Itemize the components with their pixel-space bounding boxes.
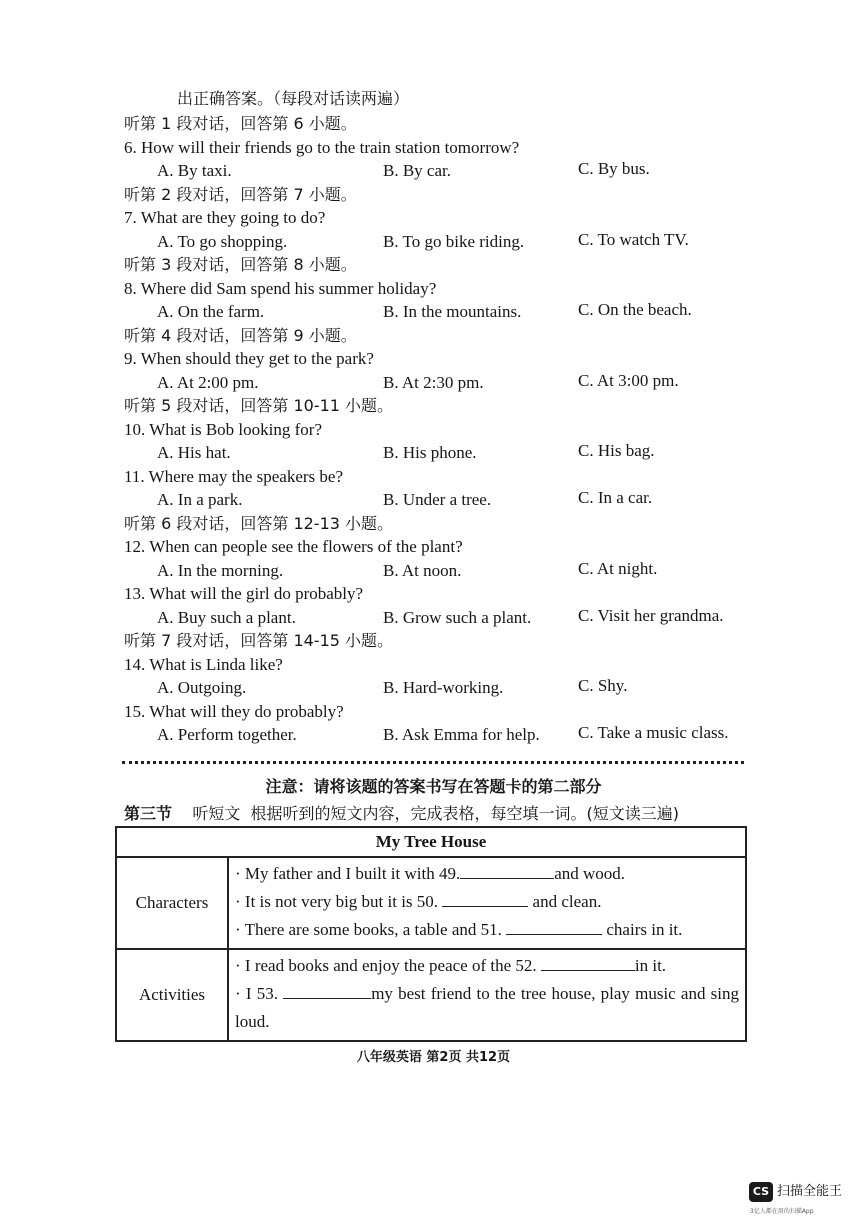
row-label-activities: Activities [116, 949, 228, 1041]
table-row-activities [116, 949, 746, 1041]
answer-option-c[interactable]: C. Take a music class. [578, 723, 729, 742]
answer-option-a[interactable]: A. Outgoing. [157, 678, 247, 697]
tree-house-table [115, 826, 747, 1042]
answer-option-c[interactable]: C. To watch TV. [578, 230, 689, 249]
answer-option-a[interactable]: A. By taxi. [157, 161, 232, 180]
answer-blank-53[interactable] [283, 982, 371, 999]
question-stem: 9. When should they get to the park? [124, 349, 374, 368]
answer-option-c[interactable]: C. In a car. [578, 488, 653, 507]
row-label-characters: Characters [116, 857, 228, 949]
answer-option-c[interactable]: C. At night. [578, 559, 658, 578]
blank-line-50: · It is not very big but it is 50. and clean. [235, 892, 602, 911]
answer-option-c[interactable]: C. By bus. [578, 159, 650, 178]
answer-blank-52[interactable] [541, 954, 635, 971]
scanner-watermark [749, 1180, 859, 1220]
intro-line: 出正确答案。（每段对话读两遍） [177, 89, 410, 108]
answer-option-b[interactable]: B. His phone. [383, 443, 477, 462]
answer-option-b[interactable]: B. To go bike riding. [383, 232, 525, 251]
answer-option-a[interactable]: A. Buy such a plant. [157, 608, 296, 627]
answer-option-b[interactable]: B. Grow such a plant. [383, 608, 532, 627]
answer-blank-49[interactable] [460, 862, 554, 879]
row-content-activities [228, 949, 746, 1041]
answer-option-a[interactable]: A. In the morning. [157, 561, 284, 580]
blank-line-52: · I read books and enjoy the peace of the 52. in it. [235, 956, 667, 975]
answer-blank-50[interactable] [442, 890, 528, 907]
section-heading [124, 803, 679, 825]
answer-option-c[interactable]: C. Shy. [578, 676, 628, 695]
watermark-subtitle: 3亿人都在用的扫描App [750, 1208, 814, 1215]
section-label: 第三节 [124, 804, 173, 823]
answer-option-c[interactable]: C. On the beach. [578, 300, 692, 319]
question-stem: 15. What will they do probably? [124, 702, 344, 721]
dotted-divider [122, 761, 744, 764]
question-stem: 6. How will their friends go to the train station tomorrow? [124, 138, 520, 157]
blank-line-53: · I 53. my best friend to the tree house, play music and sing loud. [235, 984, 740, 1031]
answer-option-c[interactable]: C. At 3:00 pm. [578, 371, 679, 390]
answer-option-c[interactable]: C. Visit her grandma. [578, 606, 724, 625]
question-stem: 13. What will the girl do probably? [124, 584, 364, 603]
answer-option-a[interactable]: A. At 2:00 pm. [157, 373, 259, 392]
blank-line-51: · There are some books, a table and 51. chairs in it. [235, 920, 683, 939]
section-name: 听短文 [192, 804, 241, 823]
answer-option-b[interactable]: B. By car. [383, 161, 451, 180]
answer-option-c[interactable]: C. His bag. [578, 441, 655, 460]
dialogue-header: 听第 1 段对话，回答第 6 小题。 [124, 114, 357, 133]
dialogue-header: 听第 3 段对话，回答第 8 小题。 [124, 255, 357, 274]
answer-option-b[interactable]: B. In the mountains. [383, 302, 522, 321]
camscanner-logo: CS [749, 1182, 773, 1202]
dialogue-header: 听第 5 段对话，回答第 10-11 小题。 [124, 396, 394, 415]
row-content-characters [228, 857, 746, 949]
answer-notice: 注意：请将该题的答案书写在答题卡的第二部分 [265, 777, 602, 796]
answer-option-b[interactable]: B. Hard-working. [383, 678, 504, 697]
dialogue-header: 听第 2 段对话，回答第 7 小题。 [124, 185, 357, 204]
dialogue-header: 听第 7 段对话，回答第 14-15 小题。 [124, 631, 394, 650]
answer-option-a[interactable]: A. In a park. [157, 490, 243, 509]
watermark-name: 扫描全能王 [777, 1184, 843, 1199]
answer-option-a[interactable]: A. On the farm. [157, 302, 265, 321]
answer-option-b[interactable]: B. At noon. [383, 561, 462, 580]
answer-blank-51[interactable] [506, 918, 602, 935]
dialogue-header: 听第 6 段对话，回答第 12-13 小题。 [124, 514, 394, 533]
question-stem: 11. Where may the speakers be? [124, 467, 344, 486]
answer-option-b[interactable]: B. Under a tree. [383, 490, 492, 509]
dialogue-header: 听第 4 段对话，回答第 9 小题。 [124, 326, 357, 345]
answer-option-a[interactable]: A. To go shopping. [157, 232, 288, 251]
question-stem: 12. When can people see the flowers of the plant? [124, 537, 463, 556]
page-footer: 八年级英语 第2页 共12页 [356, 1050, 511, 1065]
answer-option-b[interactable]: B. At 2:30 pm. [383, 373, 484, 392]
section-instruction: 根据听到的短文内容，完成表格，每空填一词。(短文读三遍) [250, 804, 680, 823]
question-stem: 8. Where did Sam spend his summer holiday? [124, 279, 437, 298]
question-stem: 7. What are they going to do? [124, 208, 326, 227]
table-row-characters [116, 857, 746, 949]
answer-option-a[interactable]: A. Perform together. [157, 725, 297, 744]
question-stem: 10. What is Bob looking for? [124, 420, 322, 439]
table-title: My Tree House [116, 827, 746, 857]
answer-option-b[interactable]: B. Ask Emma for help. [383, 725, 540, 744]
blank-line-49: · My father and I built it with 49. and wood. [235, 864, 626, 883]
answer-option-a[interactable]: A. His hat. [157, 443, 231, 462]
question-stem: 14. What is Linda like? [124, 655, 283, 674]
